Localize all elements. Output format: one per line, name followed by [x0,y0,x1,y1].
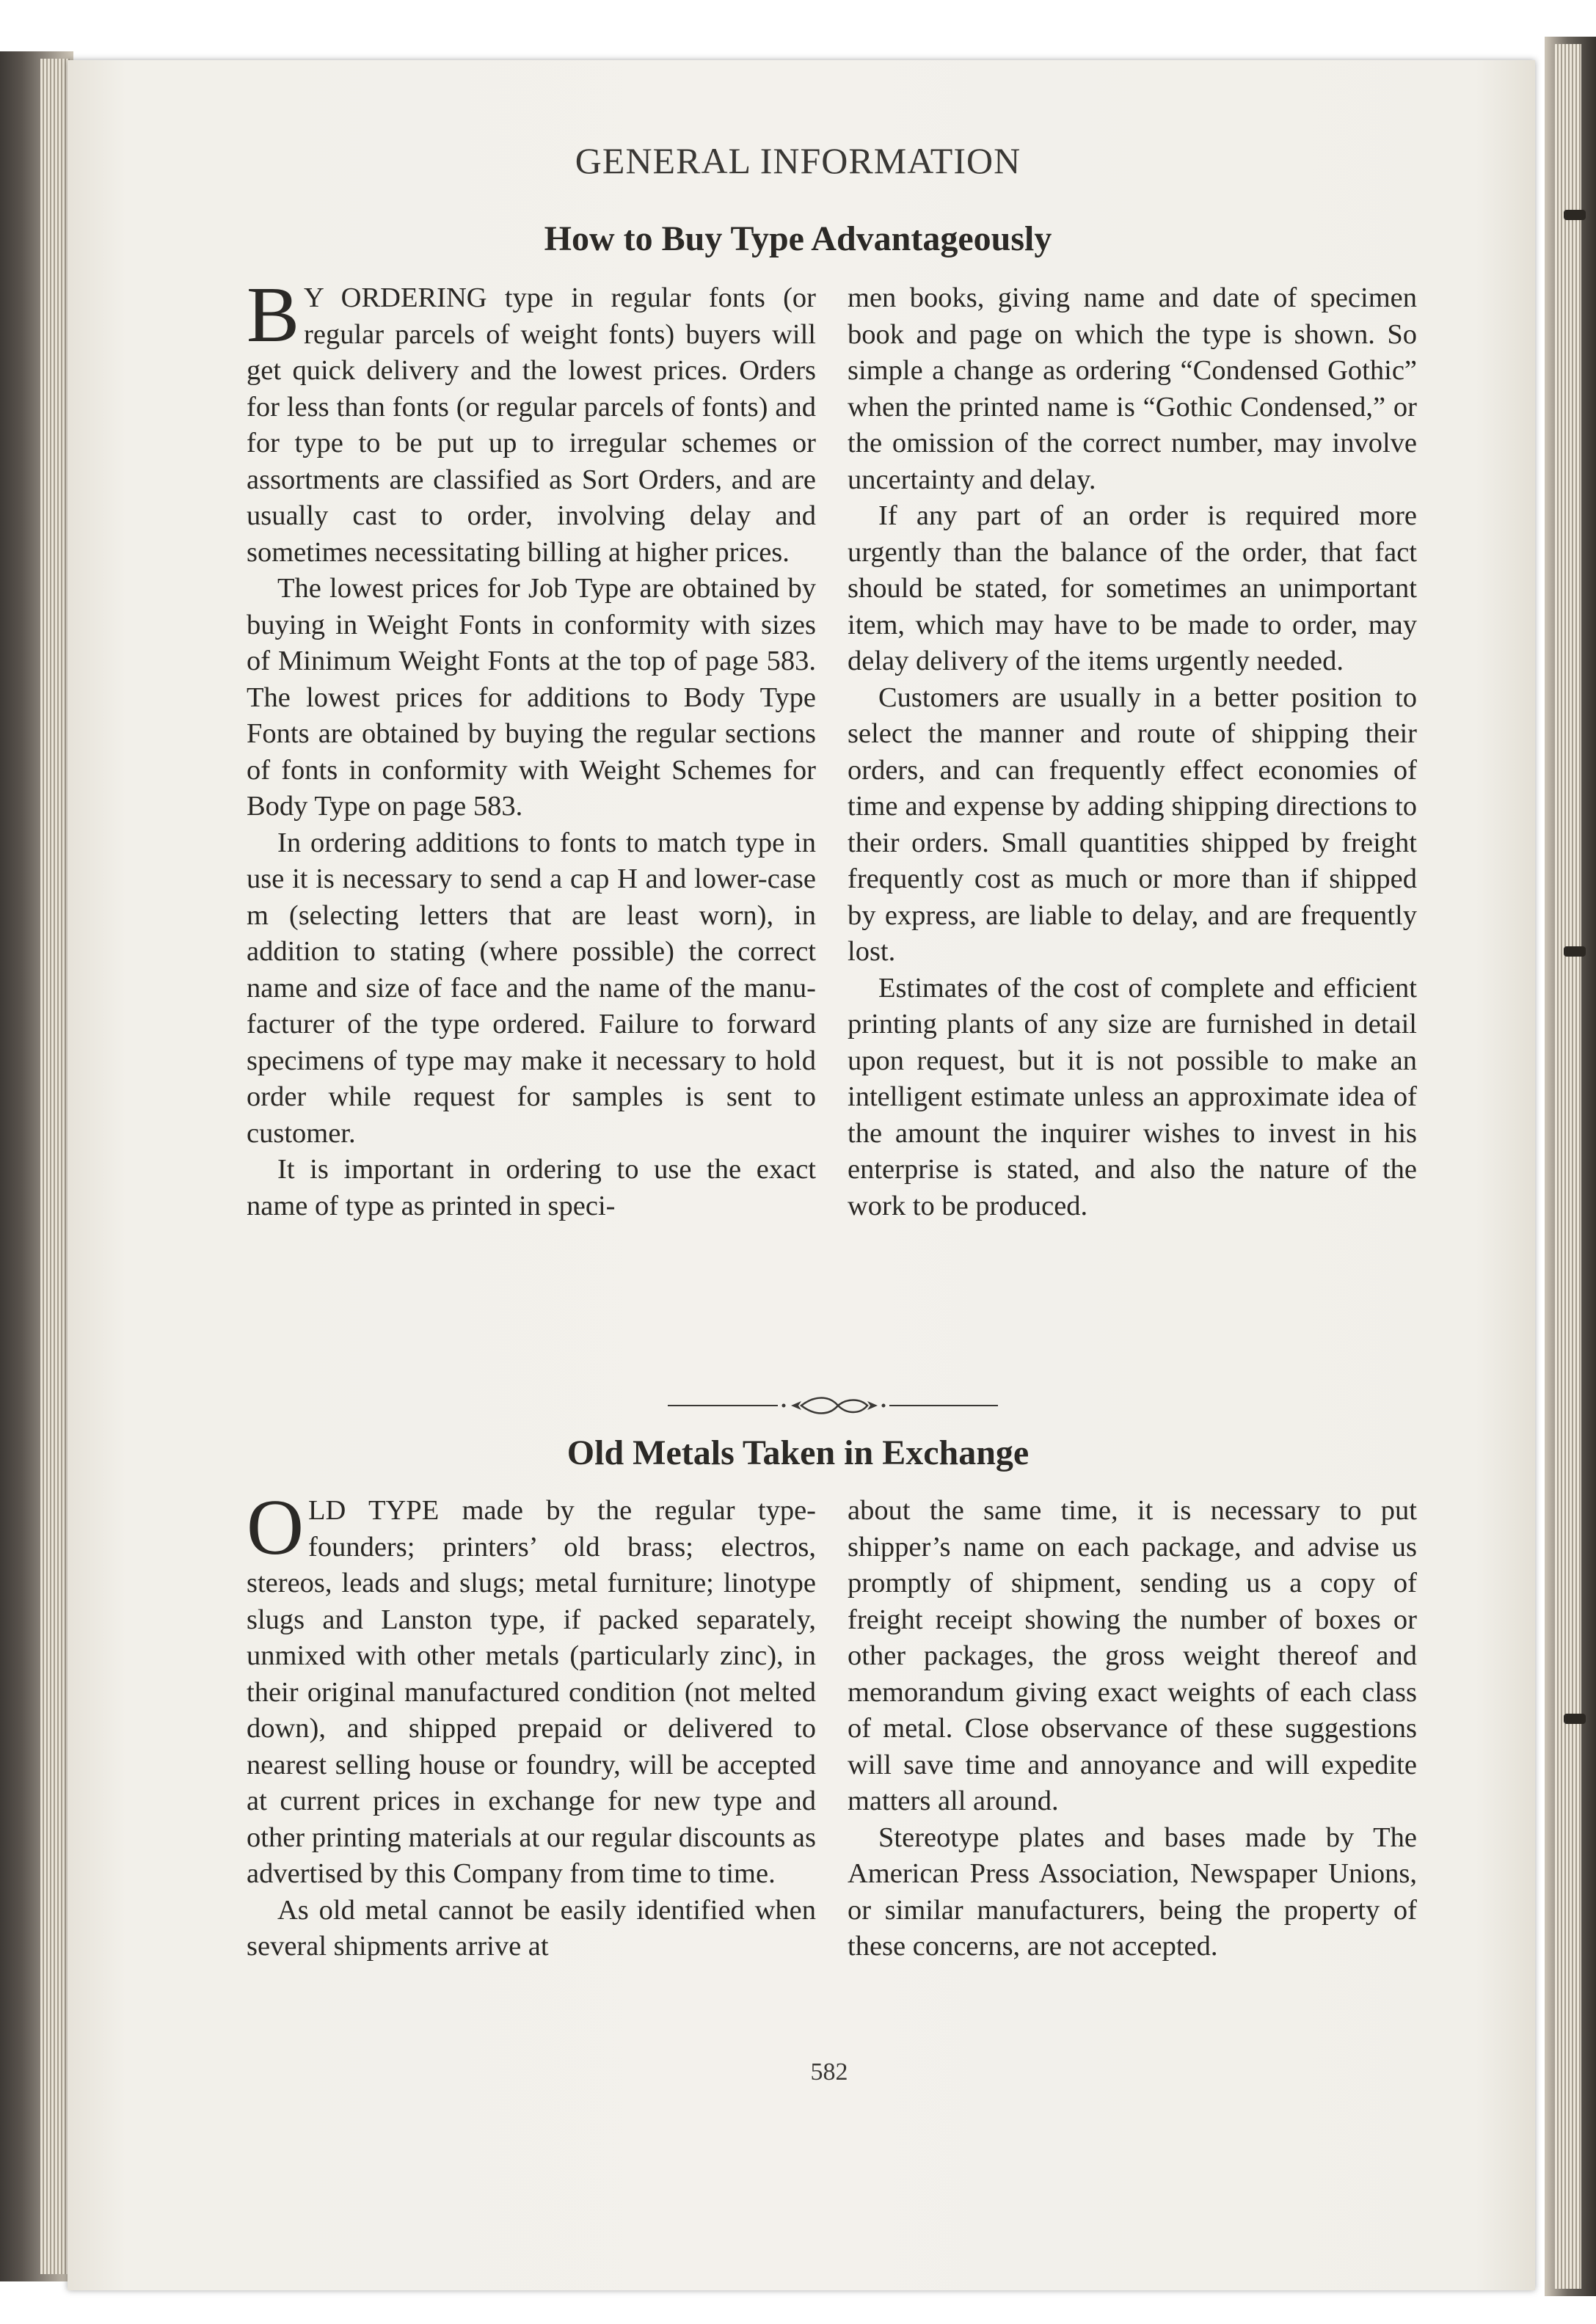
paragraph: If any part of an order is required more urgently than the balance of the order, that fact should be stated, for sometimes an unimportant item, which may have to be made to order, may delay delivery of the items urgently needed. [848,500,1417,676]
section2-column-right [848,1493,1417,1965]
paragraph-text: LD TYPE made by the regular typefounders; printers’ old brass; electros, stereos, leads and slugs; metal furniture; linotype slugs and Lanston type, if packed separately, unmixed with other metals (particularly zinc), in their original manufactured condition (not melted down), and shipped prepaid or delivered to nearest selling house or foundry, will be accepted at current prices in exchange for new type and other printing materials at our regular discounts as advertised by this Company from time to time. [247,1495,816,1889]
section-title-buy-type: How to Buy Type Advantageously [544,219,1052,258]
thumb-tab-marker [1564,946,1586,957]
paragraph: It is important in ordering to use the exact name of type as printed in speci- [247,1154,816,1221]
section2-column-left [247,1484,816,1965]
paragraph: As old metal cannot be easily identified when several shipments arrive at [247,1894,816,1962]
page-edges-left [40,59,70,2274]
section1-column-left [247,271,816,1224]
paragraph: Estimates of the cost of complete and efficient printing plants of any size are furnished in detail upon request, but it is not possible to make an intelligent estimate unless an approximate idea of the amount the inquirer wishes to invest in his enterprise is stated, and also the nature of the work to be produced. [848,972,1417,1221]
paragraph: In ordering additions to fonts to match type in use it is necessary to send a cap H and lower-case m (selecting letters that are least worn), in addition to stating (where possible) the correct name and size of face and the name of the manufacturer of the type ordered. Failure to forward specimens of type may make it necessary to hold order while request for samples is sent to customer. [247,827,816,1149]
running-head: GENERAL INFORMATION [575,140,1021,181]
paragraph: Stereotype plates and bases made by The American Press Association, Newspaper Unions, or similar manufacturers, being the property of these concerns, are not accepted. [848,1821,1417,1962]
page-number: 582 [810,2058,848,2086]
section-title-old-metals: Old Metals Taken in Exchange [566,1433,1030,1472]
ornamental-divider [668,1391,998,1420]
paragraph [247,1484,816,1893]
page-edges-right [1555,44,1581,2289]
drop-cap: O [247,1484,304,1571]
paragraph-continued: men books, giving name and date of specimen book and page on which the type is shown. So simple a change as ordering “Condensed Gothic” when the printed name is “Gothic Condensed,” or the omission of the correct number, may involve uncertainty and delay. [848,282,1417,495]
paragraph: Customers are usually in a better position to select the manner and route of shipping their orders, and can frequently effect economies of time and expense by adding shipping directions to their orders. Small quantities shipped by freight frequently cost as much or more than if shipped by express, are liable to delay, and are frequently lost. [848,682,1417,967]
thumb-tab-marker [1564,1714,1586,1724]
paragraph-text: Y ORDERING type in regular fonts (or regular parcels of weight fonts) buyers will get quick delivery and the lowest prices. Orders for less than fonts (or regular parcels of fonts) and for type to be put up to irregular schemes or assortments are classified as Sort Orders, and are usually cast to order, involving delay and sometimes necessitating billing at higher prices. [247,282,816,568]
drop-cap: B [247,271,300,359]
paragraph [247,271,816,571]
section1-column-right [848,280,1417,1224]
paragraph-continued: about the same time, it is necessary to put shipper’s name on each package, and advise us promptly of shipment, sending us a copy of freight receipt showing the number of boxes or other packages, the gross weight thereof and memorandum giving exact weights of each class of metal. Close observance of these suggestions will save time and annoyance and will expedite matters all around. [848,1495,1417,1816]
paragraph: The lowest prices for Job Type are obtained by buying in Weight Fonts in conformity with sizes of Minimum Weight Fonts at the top of page 583. The lowest prices for additions to Body Type Fonts are obtained by buying the regular sections of fonts in conformity with Weight Schemes for Body Type on page 583. [247,573,816,822]
